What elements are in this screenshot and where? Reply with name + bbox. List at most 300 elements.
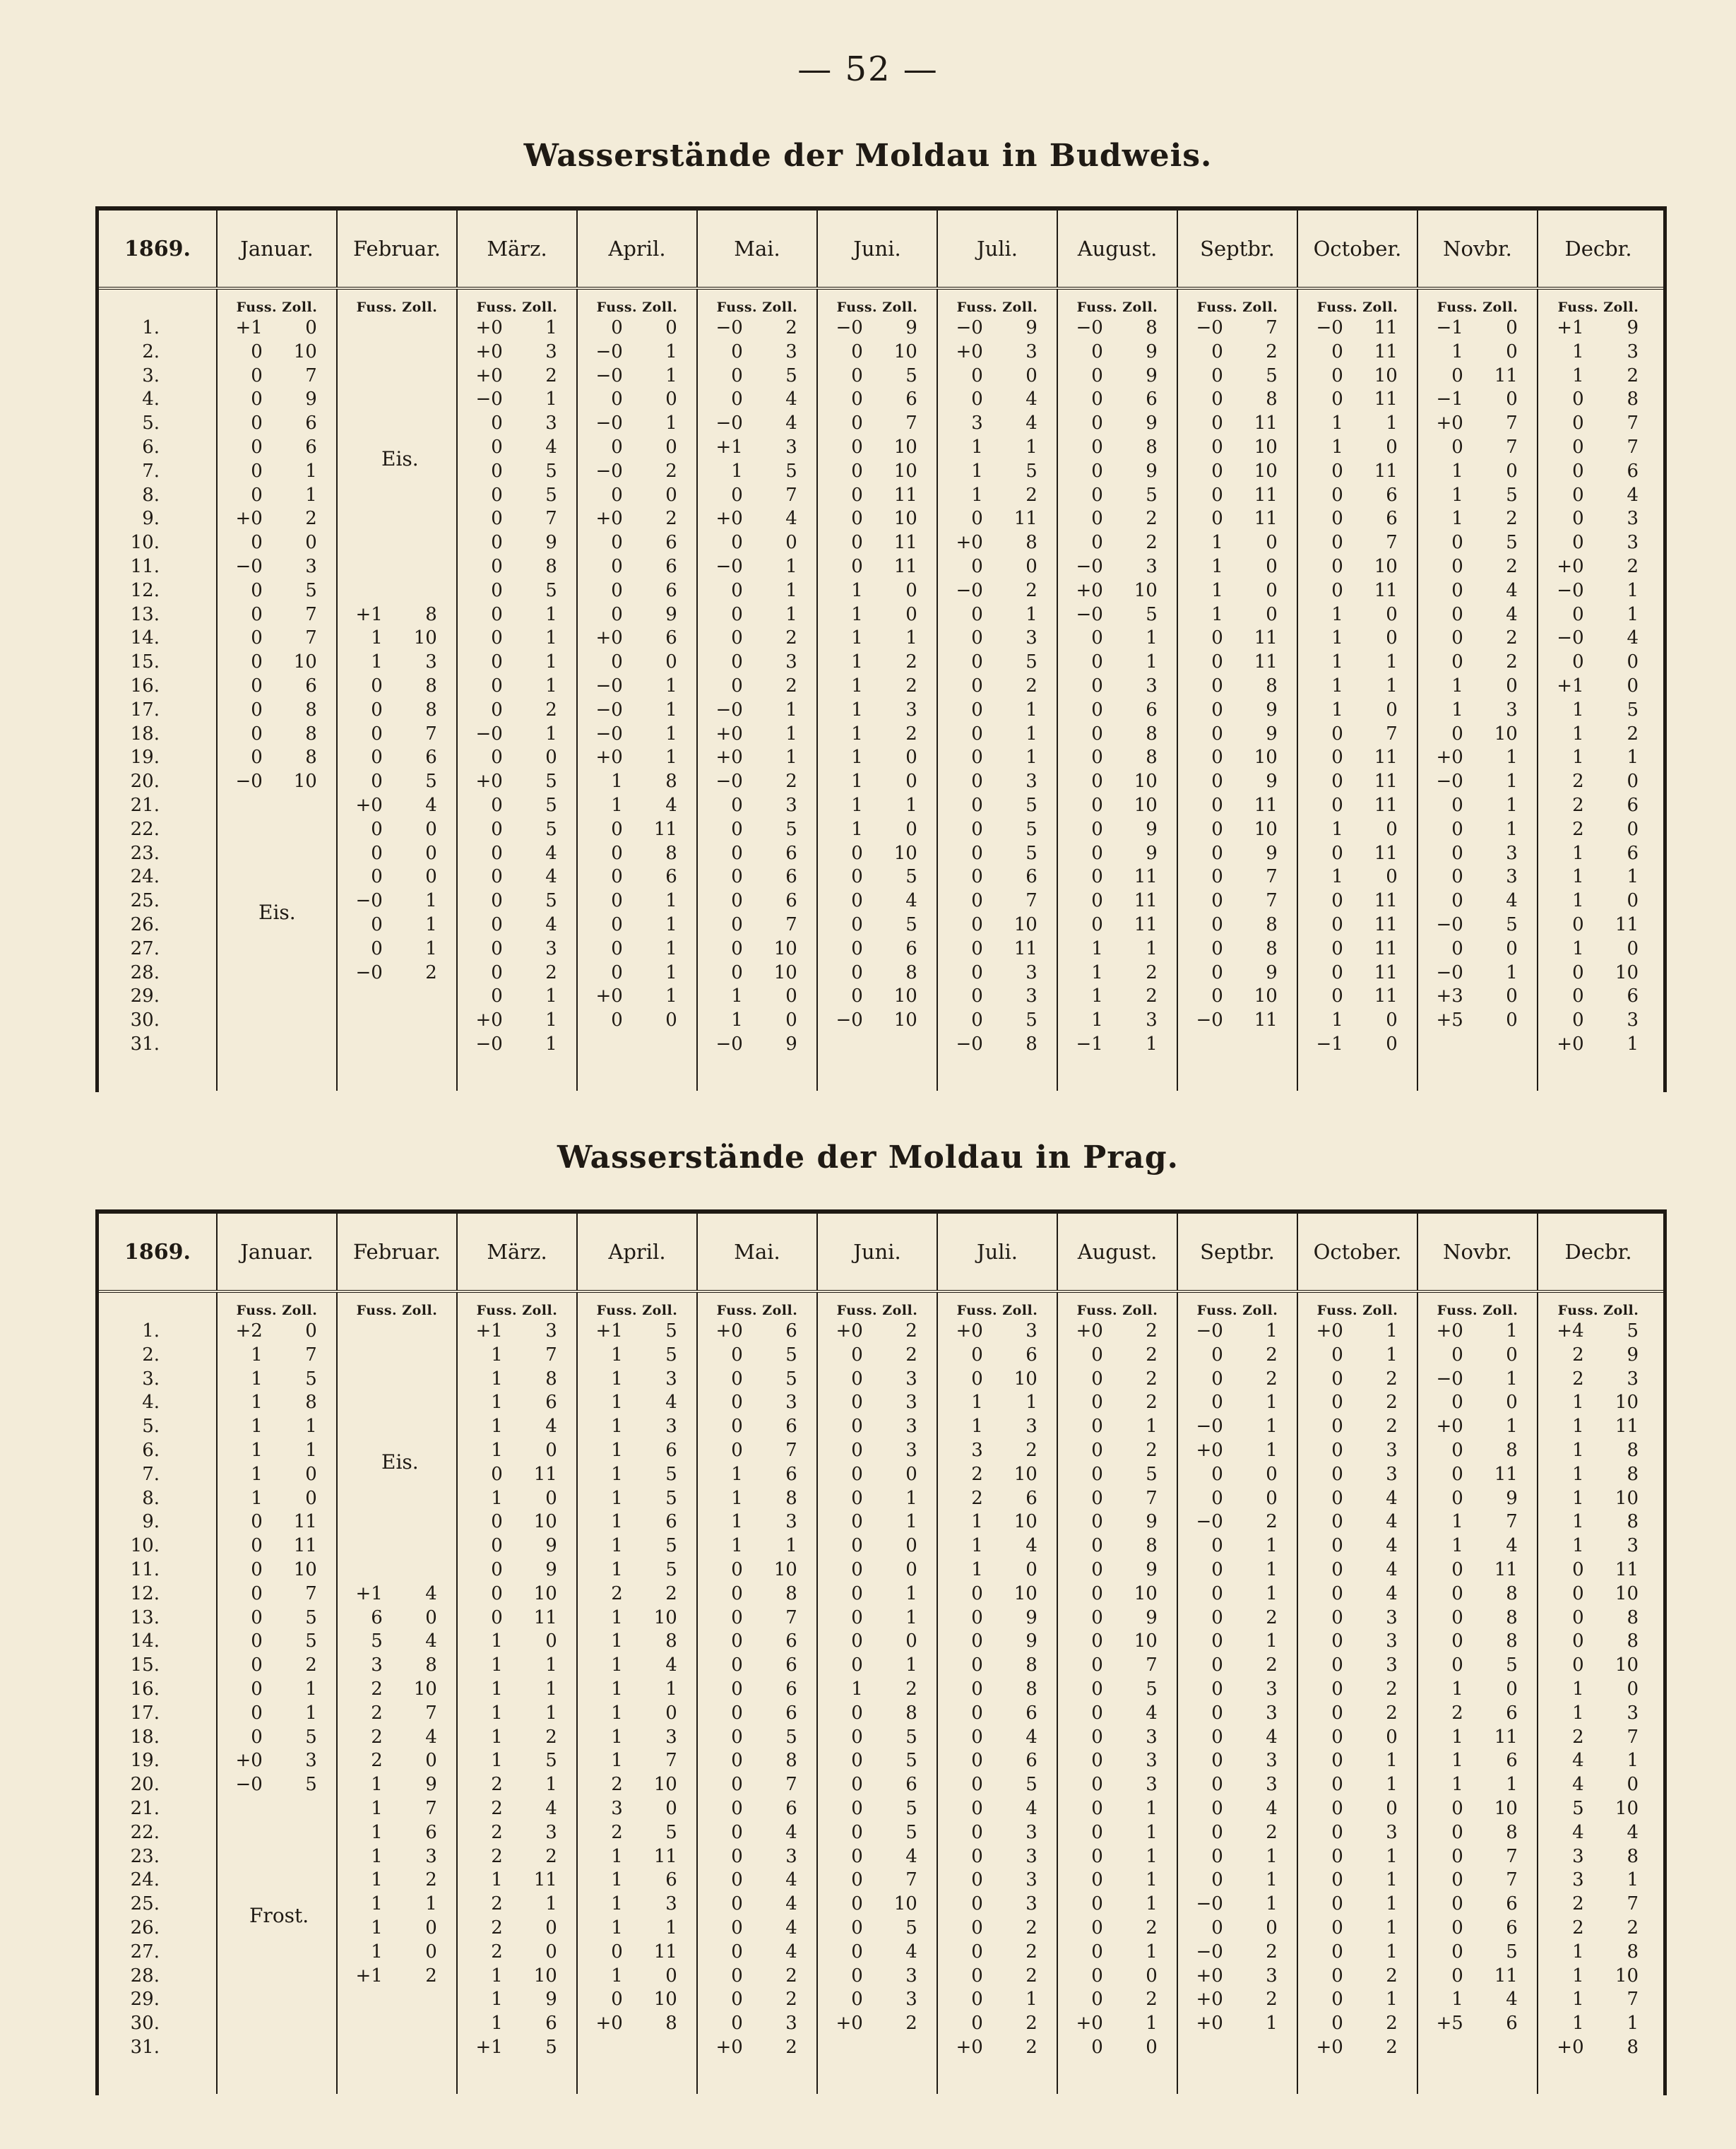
zoll-value: 9 — [545, 1989, 557, 2011]
fuss-value: 0 — [731, 1416, 743, 1438]
fuss-value: 0 — [971, 699, 983, 721]
fuss-value: 0 — [1091, 913, 1103, 935]
table-cell — [1298, 723, 1417, 747]
table-cell — [1178, 365, 1297, 389]
table-cell — [698, 1368, 816, 1392]
zoll-value: 11 — [1254, 794, 1278, 816]
fuss-value: 0 — [1091, 1344, 1103, 1366]
zoll-value: 0 — [425, 1917, 437, 1938]
fuss-value: 0 — [491, 913, 503, 935]
zoll-value: 7 — [545, 508, 557, 530]
zoll-value: 8 — [785, 1487, 797, 1509]
table-cell — [1418, 1439, 1537, 1463]
table-cell — [818, 1463, 937, 1487]
zoll-value: 7 — [1506, 1511, 1518, 1533]
fuss-value: 0 — [1211, 1535, 1223, 1557]
table-cell — [1418, 1845, 1537, 1869]
fuss-value: 0 — [491, 818, 503, 840]
table-cell — [578, 937, 696, 961]
month-header: August. — [1058, 1214, 1178, 1290]
zoll-value: 0 — [665, 389, 677, 410]
fuss-value: 0 — [1091, 1392, 1103, 1414]
fuss-value: 0 — [1331, 365, 1343, 386]
table-cell — [1418, 865, 1537, 889]
ice-note-january: Eis. — [258, 901, 296, 925]
fuss-value: 0 — [851, 1702, 863, 1724]
table-cell — [1058, 1463, 1177, 1487]
fuss-value: 0 — [851, 937, 863, 959]
zoll-value: 5 — [905, 1917, 917, 1938]
zoll-value: 6 — [785, 866, 797, 888]
fuss-value: 0 — [491, 866, 503, 888]
table-cell — [1058, 2012, 1177, 2036]
fuss-value: 2 — [1572, 1917, 1584, 1938]
fuss-value: −0 — [595, 460, 623, 482]
table-cell — [1418, 842, 1537, 866]
fuss-value: +1 — [1557, 675, 1584, 697]
table-cell — [698, 1797, 816, 1821]
table-cell — [1178, 818, 1297, 842]
day-label: 19. — [130, 1750, 160, 1772]
table-cell — [338, 770, 456, 794]
zoll-value: 3 — [1266, 1702, 1278, 1724]
table-cell — [938, 1965, 1057, 1989]
table-cell — [1538, 1009, 1658, 1033]
zoll-value: 7 — [905, 1869, 917, 1891]
fuss-value: +0 — [1196, 1439, 1223, 1461]
year-header: 1869. — [99, 1214, 218, 1290]
table-cell — [578, 341, 696, 365]
table-cell — [1538, 1606, 1658, 1630]
table-cell — [1178, 1965, 1297, 1989]
fuss-value: 0 — [971, 1845, 983, 1867]
table-cell — [1298, 1726, 1417, 1750]
zoll-value: 1 — [1025, 1989, 1038, 2011]
fuss-value: 1 — [371, 1869, 383, 1891]
fuss-value: +0 — [1076, 1320, 1103, 1342]
unit-header: Fuss. Zoll. — [1437, 300, 1518, 315]
table-cell — [1178, 1845, 1297, 1869]
zoll-value: 8 — [1506, 1630, 1518, 1652]
day-label: 4. — [142, 389, 160, 410]
table-cell — [1178, 2012, 1297, 2036]
day-label: 15. — [130, 1654, 160, 1676]
table-cell — [698, 436, 816, 460]
zoll-value: 0 — [305, 1463, 317, 1485]
table-cell — [1298, 794, 1417, 818]
table-cell — [218, 531, 336, 555]
fuss-value: 0 — [491, 675, 503, 697]
zoll-value: 11 — [653, 818, 677, 840]
zoll-value: 0 — [425, 842, 437, 864]
fuss-value: 0 — [611, 913, 623, 935]
zoll-value: 11 — [1374, 389, 1398, 410]
table-cell — [458, 507, 576, 531]
fuss-value: −0 — [1436, 961, 1463, 983]
zoll-value: 3 — [665, 1893, 677, 1915]
table-cell — [1058, 388, 1177, 412]
fuss-value: 0 — [1451, 555, 1463, 577]
zoll-value: 1 — [1506, 771, 1518, 793]
table-cell — [218, 1749, 336, 1773]
fuss-value: +1 — [355, 1582, 383, 1604]
zoll-value: 2 — [1506, 508, 1518, 530]
zoll-value: 2 — [1146, 1917, 1158, 1938]
table-cell — [938, 818, 1057, 842]
zoll-value: 2 — [545, 1726, 557, 1748]
zoll-value: 1 — [1146, 1416, 1158, 1438]
zoll-value: 4 — [545, 436, 557, 458]
zoll-value: 7 — [665, 1750, 677, 1772]
fuss-value: +0 — [1196, 1965, 1223, 1987]
zoll-value: 1 — [665, 747, 677, 769]
table-cell — [458, 1439, 576, 1463]
table-cell — [218, 2012, 336, 2036]
zoll-value: 8 — [305, 747, 317, 769]
zoll-value: 10 — [893, 1893, 917, 1915]
table-cell — [458, 1582, 576, 1606]
table-cell — [1298, 675, 1417, 699]
zoll-value: 6 — [425, 747, 437, 769]
month-column — [1178, 290, 1298, 1091]
fuss-value: 1 — [1091, 985, 1103, 1007]
zoll-value: 11 — [1254, 484, 1278, 506]
day-label: 31. — [130, 2036, 160, 2058]
fuss-value: −0 — [595, 723, 623, 745]
zoll-value: 9 — [1146, 1558, 1158, 1580]
fuss-value: 0 — [491, 627, 503, 649]
fuss-value: 0 — [1572, 1606, 1584, 1628]
zoll-value: 5 — [1266, 365, 1278, 386]
table-cell — [698, 531, 816, 555]
fuss-value: 3 — [1572, 1869, 1584, 1891]
unit-header: Fuss. Zoll. — [716, 300, 798, 315]
table-cell — [698, 1749, 816, 1773]
zoll-value: 1 — [1506, 1320, 1518, 1342]
zoll-value: 0 — [1386, 436, 1398, 458]
table-cell — [458, 341, 576, 365]
zoll-value: 6 — [1506, 1750, 1518, 1772]
zoll-value: 4 — [1386, 1487, 1398, 1509]
zoll-value: 3 — [1386, 1439, 1398, 1461]
fuss-value: 0 — [251, 1606, 263, 1628]
fuss-value: 1 — [1572, 723, 1584, 745]
zoll-value: 4 — [545, 842, 557, 864]
fuss-value: 0 — [611, 317, 623, 338]
fuss-value: 1 — [1572, 1487, 1584, 1509]
zoll-value: 5 — [785, 1726, 797, 1748]
fuss-value: 0 — [971, 961, 983, 983]
zoll-value: 7 — [785, 913, 797, 935]
fuss-value: −0 — [1196, 317, 1223, 338]
fuss-value: 1 — [731, 1535, 743, 1557]
table-cell — [1298, 651, 1417, 675]
table-cell — [1538, 316, 1658, 341]
table-cell — [1178, 1320, 1297, 1344]
fuss-value: 0 — [1331, 532, 1343, 554]
zoll-value: 8 — [305, 1392, 317, 1414]
zoll-value: 4 — [1386, 1511, 1398, 1533]
zoll-value: 3 — [1266, 1774, 1278, 1796]
table-cell — [938, 842, 1057, 866]
table-cell — [1418, 555, 1537, 579]
table-cell — [458, 1320, 576, 1344]
table-cell — [1058, 746, 1177, 770]
table-cell — [698, 1678, 816, 1702]
table-cell — [1298, 1415, 1417, 1439]
fuss-value: 1 — [251, 1487, 263, 1509]
table-cell — [578, 603, 696, 627]
zoll-value: 10 — [1494, 723, 1518, 745]
table-cell — [218, 460, 336, 484]
fuss-value: 0 — [971, 794, 983, 816]
table-cell — [938, 2036, 1057, 2060]
zoll-value: 0 — [1506, 317, 1518, 338]
zoll-value: 1 — [1627, 1033, 1639, 1055]
zoll-value: 3 — [1627, 1702, 1639, 1724]
fuss-value: 0 — [1211, 460, 1223, 482]
fuss-value: 0 — [1211, 699, 1223, 721]
zoll-value: 3 — [1627, 1010, 1639, 1031]
fuss-value: 0 — [971, 842, 983, 864]
table-cell — [218, 412, 336, 436]
zoll-value: 1 — [1386, 1869, 1398, 1891]
table-cell — [578, 1773, 696, 1797]
month-column — [818, 1293, 938, 2094]
zoll-value: 1 — [1627, 747, 1639, 769]
fuss-value: 0 — [1211, 818, 1223, 840]
fuss-value: 0 — [1331, 579, 1343, 601]
zoll-value: 2 — [1506, 555, 1518, 577]
table-cell — [938, 603, 1057, 627]
fuss-value: 0 — [971, 1726, 983, 1748]
zoll-value: 3 — [1266, 1678, 1278, 1700]
table-cell — [1538, 388, 1658, 412]
zoll-value: 6 — [1627, 460, 1639, 482]
zoll-value: 10 — [1254, 460, 1278, 482]
fuss-value: 1 — [491, 1344, 503, 1366]
table-cell — [458, 651, 576, 675]
zoll-value: 3 — [545, 341, 557, 362]
fuss-value: 0 — [731, 1989, 743, 2011]
zoll-value: 11 — [1013, 508, 1038, 530]
zoll-value: 11 — [1374, 794, 1398, 816]
fuss-value: 1 — [1572, 1989, 1584, 2011]
table-cell — [818, 1487, 937, 1511]
table-cell — [218, 1487, 336, 1511]
zoll-value: 0 — [1506, 937, 1518, 959]
fuss-value: −1 — [1316, 1033, 1343, 1055]
table-cell — [1058, 507, 1177, 531]
fuss-value: +0 — [235, 1750, 263, 1772]
unit-header: Fuss. Zoll. — [476, 1303, 558, 1318]
table-cell — [1298, 1582, 1417, 1606]
fuss-value: 1 — [611, 771, 623, 793]
table-cell — [818, 1439, 937, 1463]
fuss-value: 0 — [491, 1511, 503, 1533]
fuss-value: 0 — [851, 1511, 863, 1533]
table-cell — [1058, 794, 1177, 818]
table-cell — [1538, 1534, 1658, 1558]
fuss-value: 0 — [371, 675, 383, 697]
fuss-value: 0 — [851, 1368, 863, 1390]
table-cell — [338, 1606, 456, 1630]
table-cell — [338, 1702, 456, 1726]
zoll-value: 1 — [545, 985, 557, 1007]
zoll-value: 7 — [545, 1344, 557, 1366]
table-cell — [338, 913, 456, 937]
table-cell — [338, 2012, 456, 2036]
fuss-value: 2 — [971, 1463, 983, 1485]
table-cell — [218, 1463, 336, 1487]
zoll-value: 2 — [1627, 723, 1639, 745]
day-label: 22. — [130, 1821, 160, 1843]
table-cell — [1058, 1582, 1177, 1606]
zoll-value: 7 — [1266, 866, 1278, 888]
unit-header: Fuss. Zoll. — [1557, 1303, 1639, 1318]
table-cell — [1058, 865, 1177, 889]
table-cell — [818, 1678, 937, 1702]
fuss-value: 0 — [971, 1368, 983, 1390]
zoll-value: 5 — [1025, 460, 1038, 482]
zoll-value: 1 — [1627, 603, 1639, 625]
fuss-value: −0 — [1196, 1893, 1223, 1915]
table-cell — [818, 1033, 937, 1057]
fuss-value: 0 — [1211, 651, 1223, 673]
table-cell — [458, 1391, 576, 1415]
fuss-value: 0 — [1211, 1774, 1223, 1796]
zoll-value: 9 — [1025, 1630, 1038, 1652]
fuss-value: 3 — [611, 1797, 623, 1819]
fuss-value: 1 — [731, 1487, 743, 1509]
day-label: 14. — [130, 627, 160, 649]
fuss-value: 3 — [971, 1439, 983, 1461]
unit-header: Fuss. Zoll. — [356, 1303, 438, 1318]
prag-table — [95, 1209, 1667, 2095]
table-cell — [1538, 1702, 1658, 1726]
fuss-value: 0 — [1091, 389, 1103, 410]
table-cell — [938, 699, 1057, 723]
table-cell — [818, 818, 937, 842]
table-cell — [458, 2036, 576, 2060]
table-cell — [1178, 1941, 1297, 1965]
fuss-value: +1 — [355, 1965, 383, 1987]
table-cell — [818, 1534, 937, 1558]
fuss-value: 0 — [1211, 1917, 1223, 1938]
budweis-title: Wasserstände der Moldau in Budweis. — [523, 138, 1213, 174]
fuss-value: 1 — [371, 1893, 383, 1915]
fuss-value: 0 — [731, 1344, 743, 1366]
fuss-value: 0 — [1091, 1821, 1103, 1843]
fuss-value: 0 — [251, 413, 263, 434]
table-cell — [1058, 1415, 1177, 1439]
table-cell — [1298, 889, 1417, 913]
fuss-value: 1 — [1331, 436, 1343, 458]
fuss-value: 1 — [971, 1511, 983, 1533]
fuss-value: 0 — [1331, 1606, 1343, 1628]
fuss-value: 1 — [611, 1726, 623, 1748]
table-cell — [218, 579, 336, 603]
zoll-value: 0 — [905, 771, 917, 793]
zoll-value: 10 — [1615, 1654, 1639, 1676]
zoll-value: 5 — [545, 1750, 557, 1772]
fuss-value: 1 — [851, 723, 863, 745]
zoll-value: 9 — [1025, 317, 1038, 338]
zoll-value: 5 — [545, 579, 557, 601]
table-cell — [1298, 1033, 1417, 1057]
fuss-value: 0 — [1091, 1511, 1103, 1533]
fuss-value: 4 — [1572, 1821, 1584, 1843]
table-cell — [1298, 746, 1417, 770]
fuss-value: 0 — [1211, 1630, 1223, 1652]
zoll-value: 11 — [1134, 913, 1158, 935]
zoll-value: 5 — [905, 1797, 917, 1819]
table-cell — [218, 1320, 336, 1344]
zoll-value: 1 — [545, 1702, 557, 1724]
table-cell — [698, 985, 816, 1009]
table-cell — [578, 627, 696, 651]
fuss-value: 0 — [731, 1558, 743, 1580]
zoll-value: 5 — [545, 818, 557, 840]
zoll-value: 8 — [425, 699, 437, 721]
fuss-value: 0 — [1451, 1797, 1463, 1819]
table-cell — [1178, 1558, 1297, 1582]
table-cell — [1538, 1988, 1658, 2012]
table-cell — [938, 961, 1057, 985]
zoll-value: 10 — [413, 1678, 437, 1700]
fuss-value: 0 — [851, 484, 863, 506]
zoll-value: 1 — [665, 1917, 677, 1938]
zoll-value: 2 — [1025, 1439, 1038, 1461]
zoll-value: 1 — [545, 1654, 557, 1676]
table-cell — [938, 1845, 1057, 1869]
zoll-value: 0 — [1266, 1463, 1278, 1485]
table-cell — [938, 1320, 1057, 1344]
table-cell — [1538, 1487, 1658, 1511]
table-cell — [818, 1917, 937, 1941]
fuss-value: 0 — [731, 1965, 743, 1987]
month-header: Juli. — [938, 1214, 1058, 1290]
fuss-value: 1 — [1451, 341, 1463, 362]
table-cell — [458, 1702, 576, 1726]
table-cell — [1538, 1582, 1658, 1606]
fuss-value: 1 — [851, 627, 863, 649]
fuss-value: 0 — [1211, 675, 1223, 697]
zoll-value: 2 — [785, 675, 797, 697]
fuss-value: +5 — [1436, 1010, 1463, 1031]
table-cell — [458, 1510, 576, 1534]
day-label: 12. — [130, 579, 160, 601]
fuss-value: −0 — [956, 579, 983, 601]
table-cell — [218, 723, 336, 747]
zoll-value: 3 — [1025, 1869, 1038, 1891]
table-cell — [938, 1439, 1057, 1463]
fuss-value: 0 — [1091, 508, 1103, 530]
fuss-value: 0 — [1451, 1487, 1463, 1509]
fuss-value: 0 — [1091, 771, 1103, 793]
table-cell — [458, 1917, 576, 1941]
zoll-value: 10 — [533, 1582, 557, 1604]
fuss-value: 0 — [491, 532, 503, 554]
fuss-value: 1 — [611, 1606, 623, 1628]
zoll-value: 7 — [425, 723, 437, 745]
table-cell — [1298, 1439, 1417, 1463]
zoll-value: 0 — [1025, 555, 1038, 577]
fuss-value: 0 — [851, 555, 863, 577]
zoll-value: 3 — [545, 1821, 557, 1843]
table-cell — [698, 1415, 816, 1439]
fuss-value: 1 — [611, 1535, 623, 1557]
